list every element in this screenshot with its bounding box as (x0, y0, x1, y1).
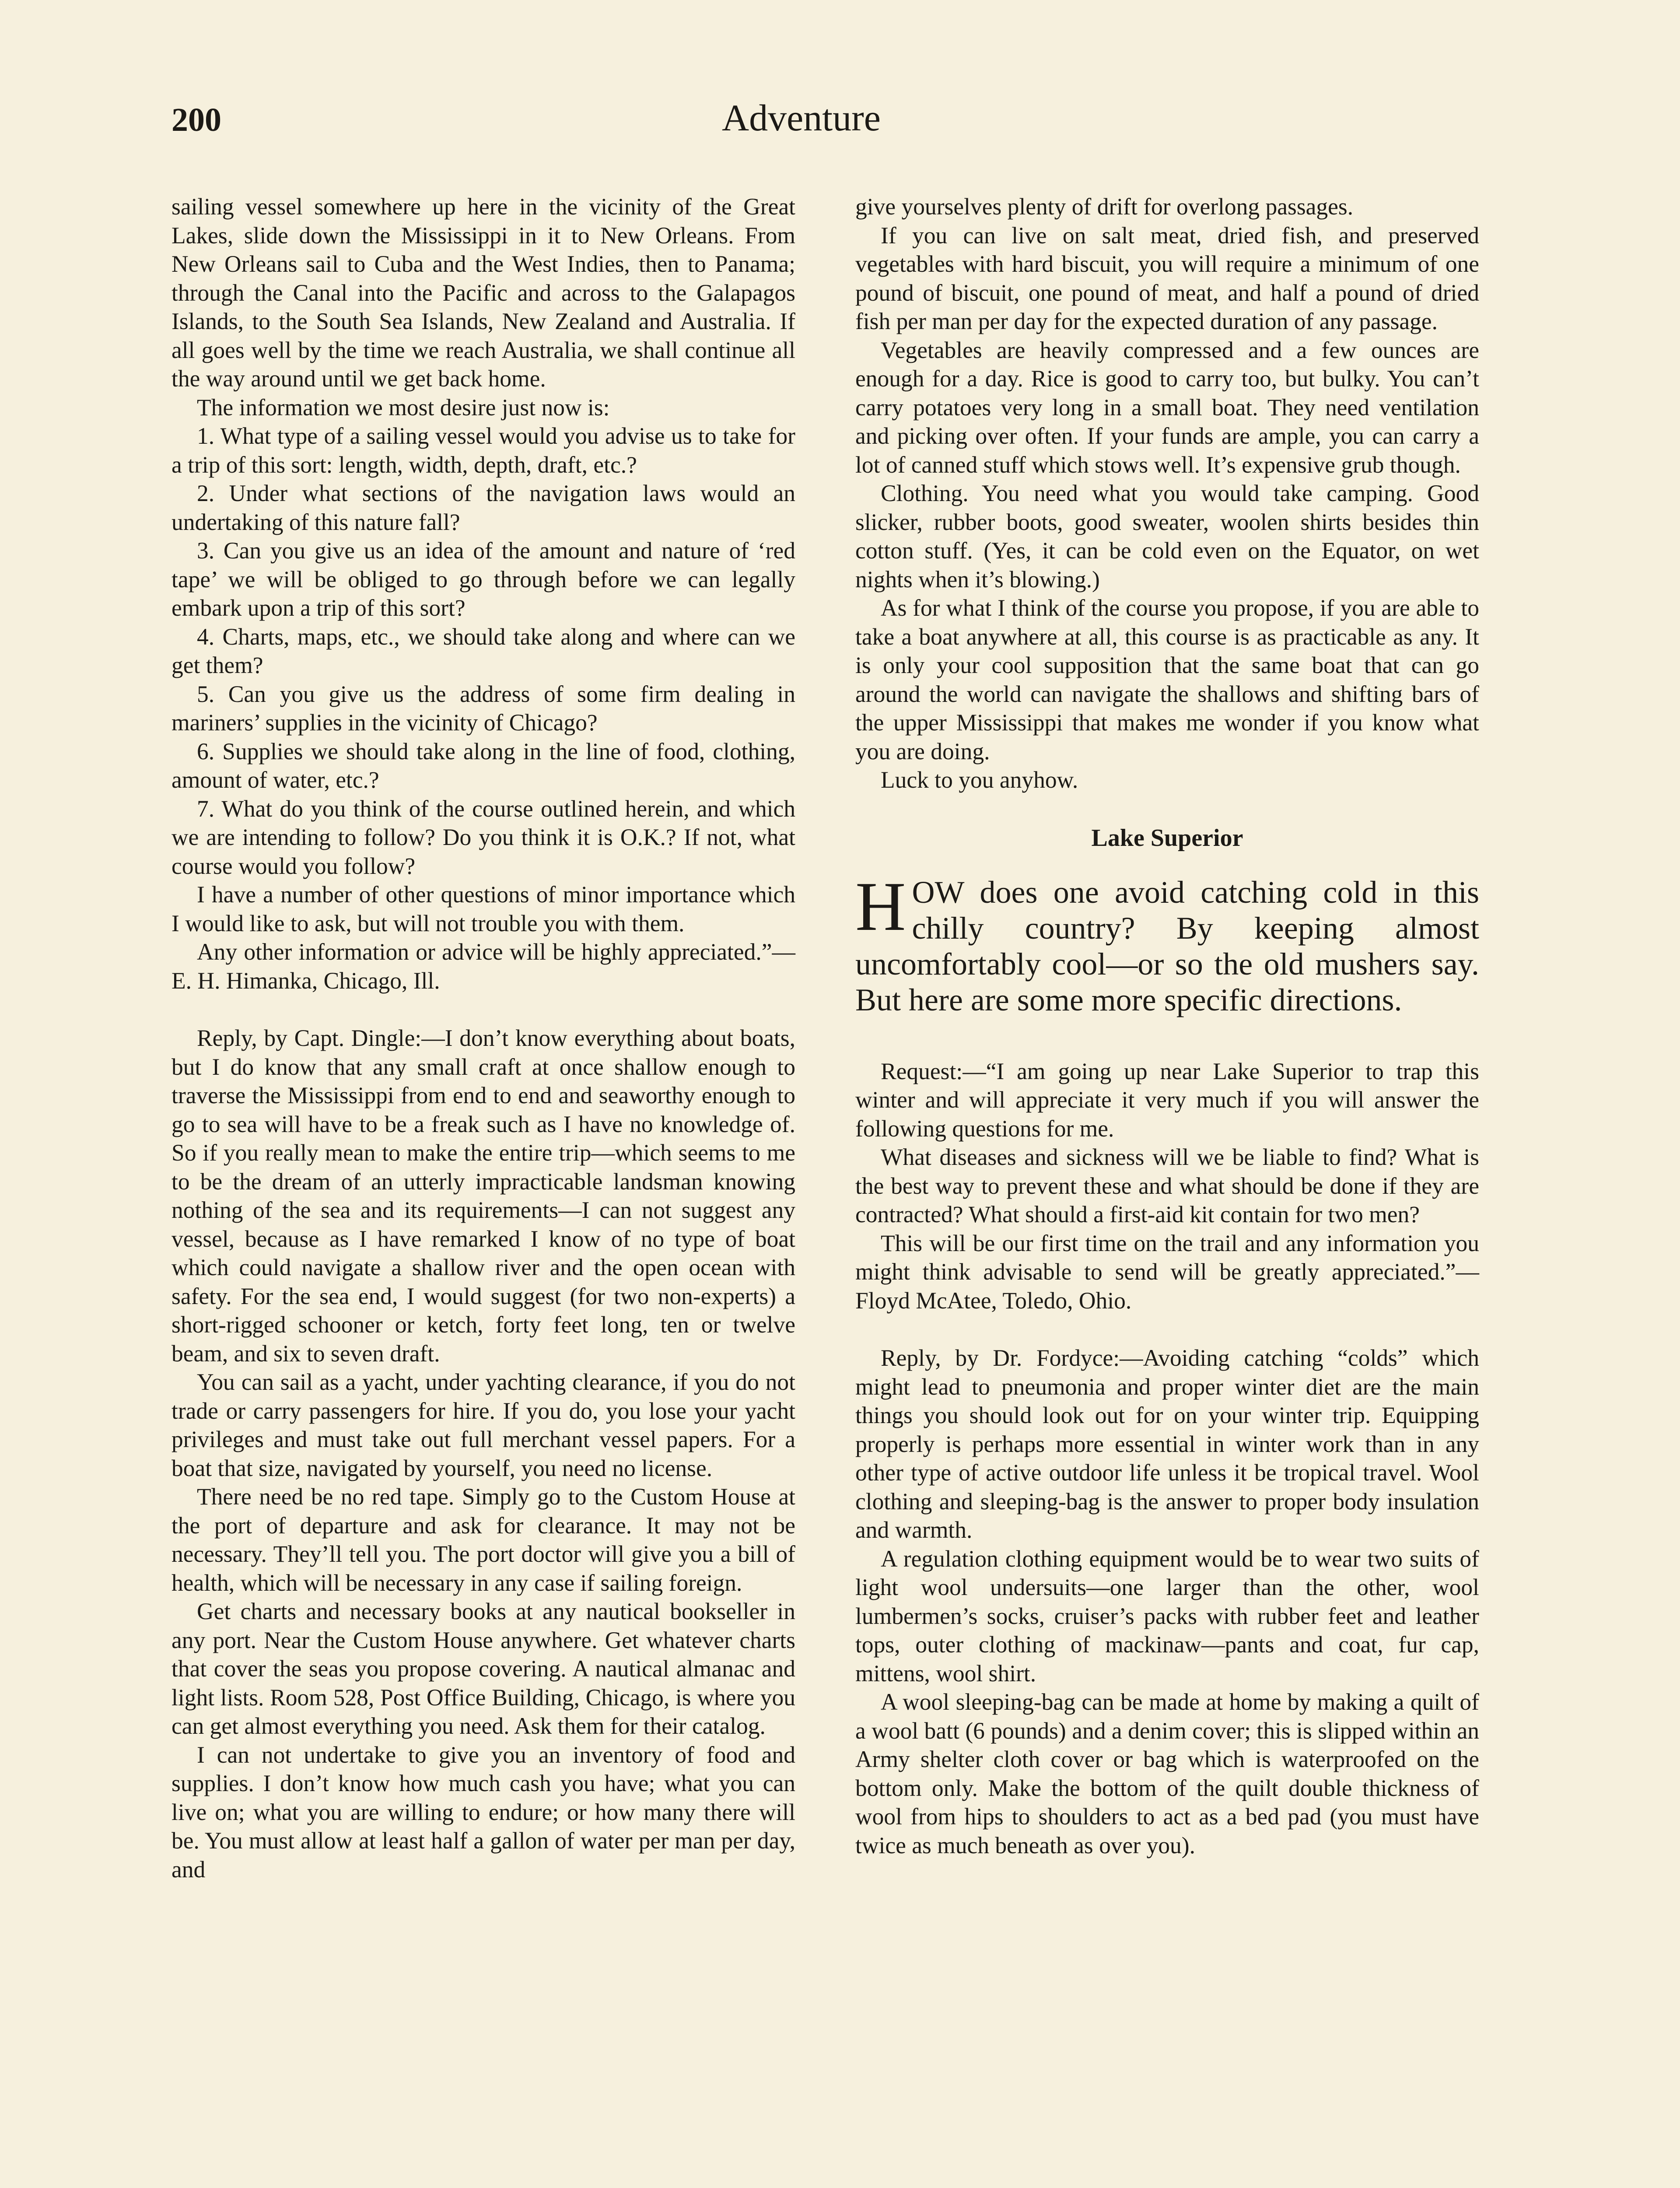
running-head-title: Adventure (722, 97, 881, 139)
paragraph: If you can live on salt meat, dried fish, and preserved vegetables with hard biscuit, you will require a minimum of one pound of biscuit, one pound of meat, and half a pound of dried fish per man per day for the expected duration of any passage. (855, 222, 1479, 334)
letter-signature: This will be our first time on the trail and any information you might think advisable to send will be greatly appreciated.”—Floyd McAtee, Toledo, Ohio. (855, 1230, 1479, 1314)
left-column (172, 193, 795, 1884)
paragraph: Clothing. You need what you would take camping. Good slicker, rubber boots, good sweater, woolen shirts besides thin cotton stuff. (Yes, it can be cold even on the Equator, on wet nights when it’s blowing.) (855, 480, 1479, 593)
paragraph: give yourselves plenty of drift for overlong passages. (855, 193, 1354, 220)
question-item: 4. Charts, maps, etc., we should take along and where can we get them? (172, 623, 795, 678)
question-item: 7. What do you think of the course outlined herein, and which we are intending to follow? Do you think it is O.K.? If not, what course would you follow? (172, 795, 795, 879)
paragraph: There need be no red tape. Simply go to the Custom House at the port of departure and ask for clearance. It may not be necessary. They’ll tell you. The port doctor will give you a bill of health, which will be necessary in any case if sailing foreign. (172, 1483, 795, 1596)
lead-text: OW does one avoid catching cold in this chilly country? By keeping almost uncomfortably cool—or so the old mushers say. But here are some more specific directions. (855, 874, 1479, 1017)
question-item: 2. Under what sections of the navigation laws would an undertaking of this nature fall? (172, 480, 795, 535)
section-heading: Lake Superior (1091, 824, 1243, 852)
paragraph: I can not undertake to give you an inventory of food and supplies. I don’t know how much cash you have; what you can live on; what you are willing to endure; or how many there will be. You must allow at least half a gallon of water per man per day, and (172, 1741, 795, 1883)
page-number: 200 (172, 102, 221, 138)
paragraph: What diseases and sickness will we be liable to find? What is the best way to prevent these and what should be done if they are contracted? What should a first-aid kit contain for two men? (855, 1144, 1479, 1227)
paragraph: Luck to you anyhow. (881, 767, 1078, 793)
question-item: 1. What type of a sailing vessel would you advise us to take for a trip of this sort: length, width, depth, draft, etc.? (172, 423, 795, 478)
reply-paragraph: Reply, by Dr. Fordyce:—Avoiding catching “colds” which might lead to pneumonia and proper winter diet are the main things you should look out for on your winter trip. Equipping properly is perhaps more essential in winter work than in any other type of active outdoor life unless it be tropical travel. Wool clothing and sleeping-bag is the answer to proper body insulation and warmth. (855, 1345, 1479, 1543)
request-paragraph: Request:—“I am going up near Lake Superior to trap this winter and will appreciate it very much if you will answer the following questions for me. (855, 1058, 1479, 1142)
section-lead (855, 867, 1479, 1018)
reply-paragraph: Reply, by Capt. Dingle:—I don’t know everything about boats, but I do know that any small craft at once shallow enough to traverse the Mississippi from end to end and seaworthy enough to go to sea will have to be a freak such as I have no knowledge of. So if you really mean to make the entire trip—which seems to me to be the dream of an utterly impracticable landsman knowing nothing of the sea and its requirements—I can not suggest any vessel, because as I have remarked I know of no type of boat which could navigate a shallow river and the open ocean with safety. For the sea end, I would suggest (for two non-experts) a short-rigged schooner or ketch, forty feet long, ten or twelve beam, and six to seven draft. (172, 1025, 795, 1367)
letter-signature: Any other information or advice will be highly appreciated.”—E. H. Himanka, Chicago, Ill. (172, 939, 795, 994)
paragraph: As for what I think of the course you propose, if you are able to take a boat anywhere at all, this course is as practicable as any. It is only your cool supposition that the same boat that can go around the world can navigate the shallows and shifting bars of the upper Mississippi that makes me wonder if you know what you are doing. (855, 595, 1479, 764)
paragraph: Get charts and necessary books at any nautical bookseller in any port. Near the Custom House anywhere. Get whatever charts that cover the seas you propose covering. A nautical almanac and light lists. Room 528, Post Office Building, Chicago, is where you can get almost everything you need. Ask them for their catalog. (172, 1598, 795, 1739)
paragraph: Vegetables are heavily compressed and a few ounces are enough for a day. Rice is good to carry too, but bulky. You can’t carry potatoes very long in a small boat. They need ventilation and picking over often. If your funds are ample, you can carry a lot of canned stuff which stows well. It’s expensive grub though. (855, 337, 1479, 478)
question-item: 3. Can you give us an idea of the amount and nature of ‘red tape’ we will be obliged to go through before we can legally embark upon a trip of this sort? (172, 537, 795, 621)
question-item: 6. Supplies we should take along in the line of food, clothing, amount of water, etc.? (172, 738, 795, 793)
paragraph: The information we most desire just now is: (197, 394, 610, 421)
paragraph: A regulation clothing equipment would be to wear two suits of light wool undersuits—one larger than the other, wool lumbermen’s socks, cruiser’s packs with rubber feet and leather tops, outer clothing of mackinaw—pants and coat, fur cap, mittens, wool shirt. (855, 1545, 1479, 1687)
paragraph: You can sail as a yacht, under yachting clearance, if you do not trade or carry passengers for hire. If you do, you lose your yacht privileges and must take out full merchant vessel papers. For a boat that size, navigated by yourself, you need no license. (172, 1369, 795, 1481)
right-column (855, 193, 1479, 1860)
paragraph: I have a number of other questions of minor importance which I would like to ask, but will not trouble you with them. (172, 881, 795, 936)
question-item: 5. Can you give us the address of some firm dealing in mariners’ supplies in the vicinity of Chicago? (172, 680, 795, 736)
paragraph: sailing vessel somewhere up here in the vicinity of the Great Lakes, slide down the Mississippi in it to New Orleans. From New Orleans sail to Cuba and the West Indies, then to Panama; through the Canal into the Pacific and across to the Galapagos Islands, to the South Sea Islands, New Zealand and Australia. If all goes well by the time we reach Australia, we shall continue all the way around until we get back home. (172, 193, 795, 392)
drop-cap: H (855, 867, 906, 945)
paragraph: A wool sleeping-bag can be made at home by making a quilt of a wool batt (6 pounds) and a denim cover; this is slipped within an Army shelter cloth cover or bag which is waterproofed on the bottom only. Make the bottom of the quilt double thickness of wool from hips to shoulders to act as a bed pad (you must have twice as much beneath as over you). (855, 1689, 1479, 1858)
